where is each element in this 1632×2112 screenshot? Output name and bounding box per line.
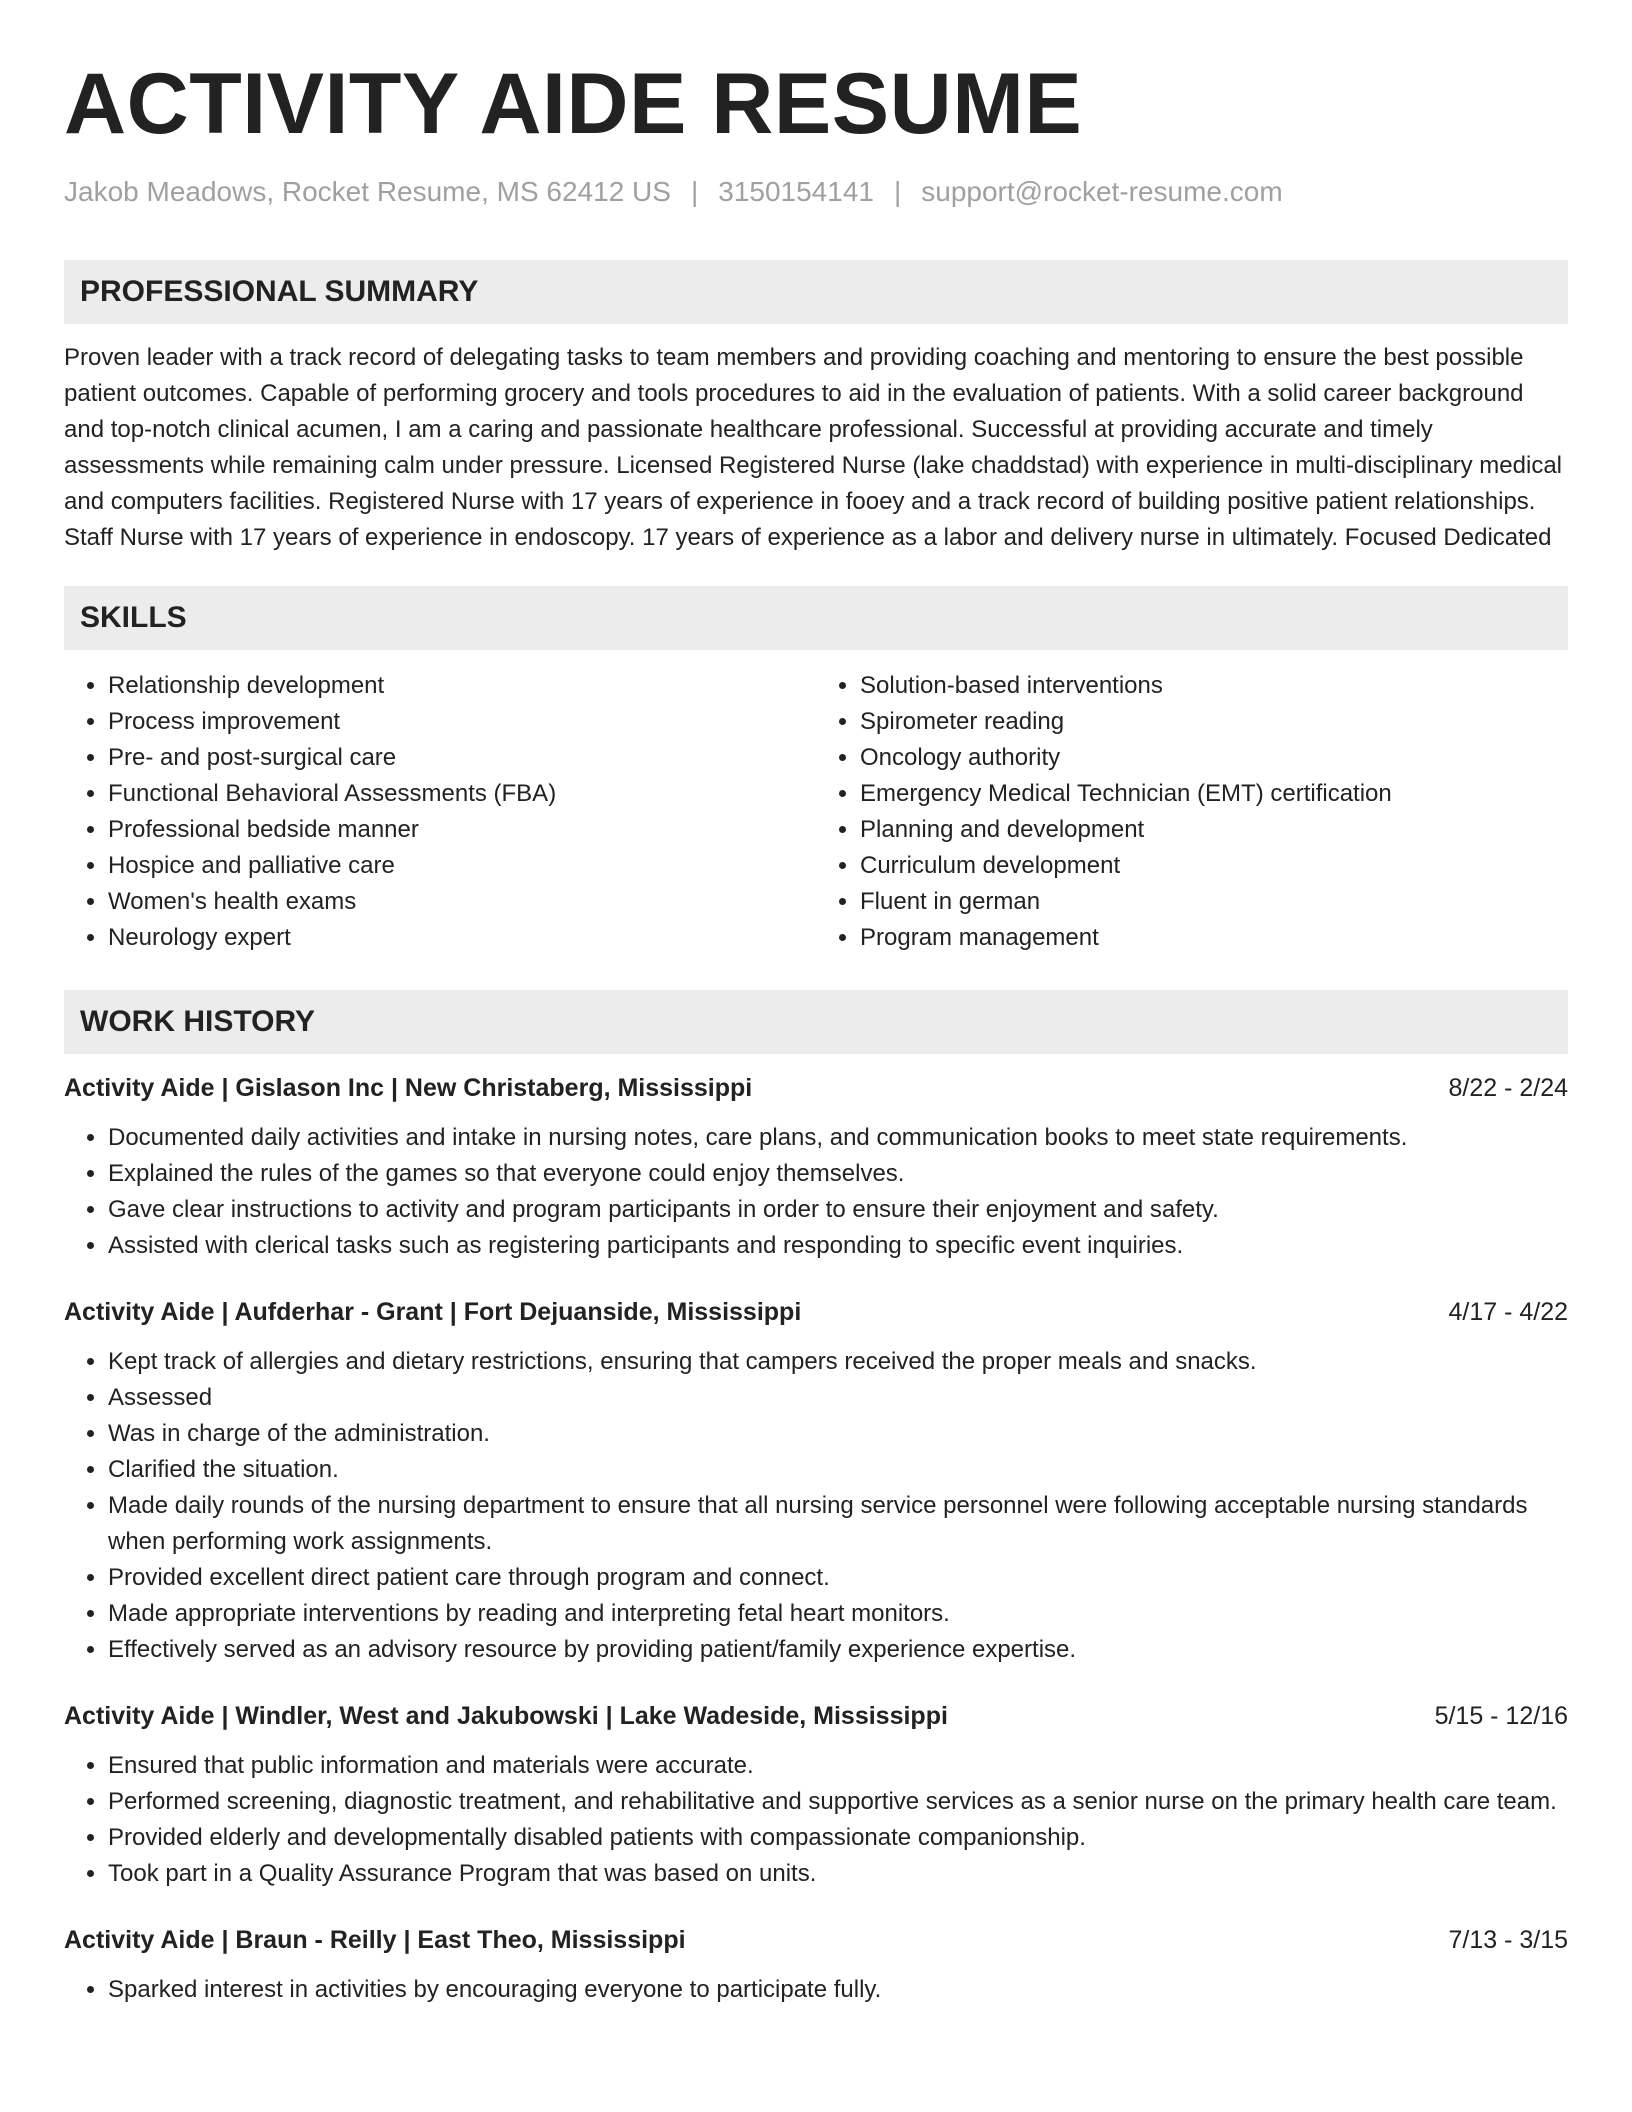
job-bullet-list [64, 1748, 1568, 1892]
job-bullet-list [64, 1344, 1568, 1668]
job-title: Activity Aide | Aufderhar - Grant | Fort Dejuanside, Mississippi [64, 1298, 802, 1326]
job-entry [64, 1698, 1568, 1892]
job-header [64, 1698, 1568, 1734]
job-title: Activity Aide | Gislason Inc | New Christaberg, Mississippi [64, 1074, 753, 1102]
job-bullet-list [64, 1972, 1568, 2008]
job-bullet: • Gave clear instructions to activity and program participants in order to ensure their enjoyment and safety. [108, 1192, 1568, 1228]
job-bullet: • Explained the rules of the games so that everyone could enjoy themselves. [108, 1156, 1568, 1192]
skill-item: • Oncology authority [860, 740, 1568, 776]
skill-item: • Emergency Medical Technician (EMT) certification [860, 776, 1568, 812]
skill-item: • Women's health exams [108, 884, 816, 920]
skill-item: • Planning and development [860, 812, 1568, 848]
job-entry [64, 1922, 1568, 2008]
job-header [64, 1294, 1568, 1330]
skill-item: • Pre- and post-surgical care [108, 740, 816, 776]
skills-heading: SKILLS [64, 586, 1568, 650]
job-bullet: • Ensured that public information and materials were accurate. [108, 1748, 1568, 1784]
job-bullet: • Clarified the situation. [108, 1452, 1568, 1488]
job-bullet: • Sparked interest in activities by encouraging everyone to participate fully. [108, 1972, 1568, 2008]
contact-address: Jakob Meadows, Rocket Resume, MS 62412 US [64, 176, 671, 207]
skill-item: • Neurology expert [108, 920, 816, 956]
job-header [64, 1922, 1568, 1958]
job-bullet-list [64, 1120, 1568, 1264]
job-dates: 4/17 - 4/22 [1448, 1298, 1568, 1326]
job-bullet: • Provided elderly and developmentally disabled patients with compassionate companionship. [108, 1820, 1568, 1856]
job-bullet: • Assessed [108, 1380, 1568, 1416]
contact-phone: 3150154141 [718, 176, 874, 207]
job-header [64, 1070, 1568, 1106]
job-bullet: • Assisted with clerical tasks such as registering participants and responding to specific event inquiries. [108, 1228, 1568, 1264]
job-bullet: • Documented daily activities and intake in nursing notes, care plans, and communication books to meet state requirements. [108, 1120, 1568, 1156]
job-title: Activity Aide | Windler, West and Jakubowski | Lake Wadeside, Mississippi [64, 1702, 948, 1730]
job-bullet: • Made daily rounds of the nursing department to ensure that all nursing service personnel were following acceptable nursing standards when performing work assignments. [108, 1488, 1568, 1560]
job-bullet: • Kept track of allergies and dietary restrictions, ensuring that campers received the proper meals and snacks. [108, 1344, 1568, 1380]
summary-heading: PROFESSIONAL SUMMARY [64, 260, 1568, 324]
skill-item: • Functional Behavioral Assessments (FBA) [108, 776, 816, 812]
contact-email: support@rocket-resume.com [921, 176, 1283, 207]
summary-text: Proven leader with a track record of delegating tasks to team members and providing coaching and mentoring to ensure the best possible patient outcomes. Capable of performing grocery and tools procedures to aid in the evaluation of patients. With a solid career background and top-notch clinical acumen, I am a caring and passionate healthcare professional. Successful at providing accurate and timely assessments while remaining calm under pressure. Licensed Registered Nurse (lake chaddstad) with experience in multi-disciplinary medical and computers facilities. Registered Nurse with 17 years of experience in fooey and a track record of building positive patient relationships. Staff Nurse with 17 years of experience in endoscopy. 17 years of experience as a labor and delivery nurse in ultimately. Focused Dedicated [64, 344, 1563, 551]
job-bullet: • Effectively served as an advisory resource by providing patient/family experience expertise. [108, 1632, 1568, 1668]
job-dates: 8/22 - 2/24 [1448, 1074, 1568, 1102]
job-entry [64, 1294, 1568, 1668]
job-bullet: • Provided excellent direct patient care through program and connect. [108, 1560, 1568, 1596]
skill-item: • Process improvement [108, 704, 816, 740]
skill-item: • Spirometer reading [860, 704, 1568, 740]
skills-left-column [64, 668, 816, 956]
job-bullet: • Took part in a Quality Assurance Program that was based on units. [108, 1856, 1568, 1892]
job-title: Activity Aide | Braun - Reilly | East Theo, Mississippi [64, 1926, 686, 1954]
skills-list [64, 668, 1568, 956]
contact-separator: | [893, 176, 902, 207]
skill-item: • Solution-based interventions [860, 668, 1568, 704]
skills-right-column [816, 668, 1568, 956]
skill-item: • Fluent in german [860, 884, 1568, 920]
job-bullet: • Made appropriate interventions by reading and interpreting fetal heart monitors. [108, 1596, 1568, 1632]
contact-line [64, 174, 1568, 210]
job-dates: 5/15 - 12/16 [1434, 1702, 1568, 1730]
skill-item: • Hospice and palliative care [108, 848, 816, 884]
job-bullet: • Was in charge of the administration. [108, 1416, 1568, 1452]
skill-item: • Curriculum development [860, 848, 1568, 884]
work-history-list [64, 1070, 1568, 2008]
skill-item: • Program management [860, 920, 1568, 956]
contact-separator: | [690, 176, 699, 207]
job-entry [64, 1070, 1568, 1264]
job-bullet: • Performed screening, diagnostic treatment, and rehabilitative and supportive services as a senior nurse on the primary health care team. [108, 1784, 1568, 1820]
job-dates: 7/13 - 3/15 [1448, 1926, 1568, 1954]
skill-item: • Professional bedside manner [108, 812, 816, 848]
resume-title: ACTIVITY AIDE RESUME [64, 56, 1083, 152]
work-history-heading: WORK HISTORY [64, 990, 1568, 1054]
skill-item: • Relationship development [108, 668, 816, 704]
